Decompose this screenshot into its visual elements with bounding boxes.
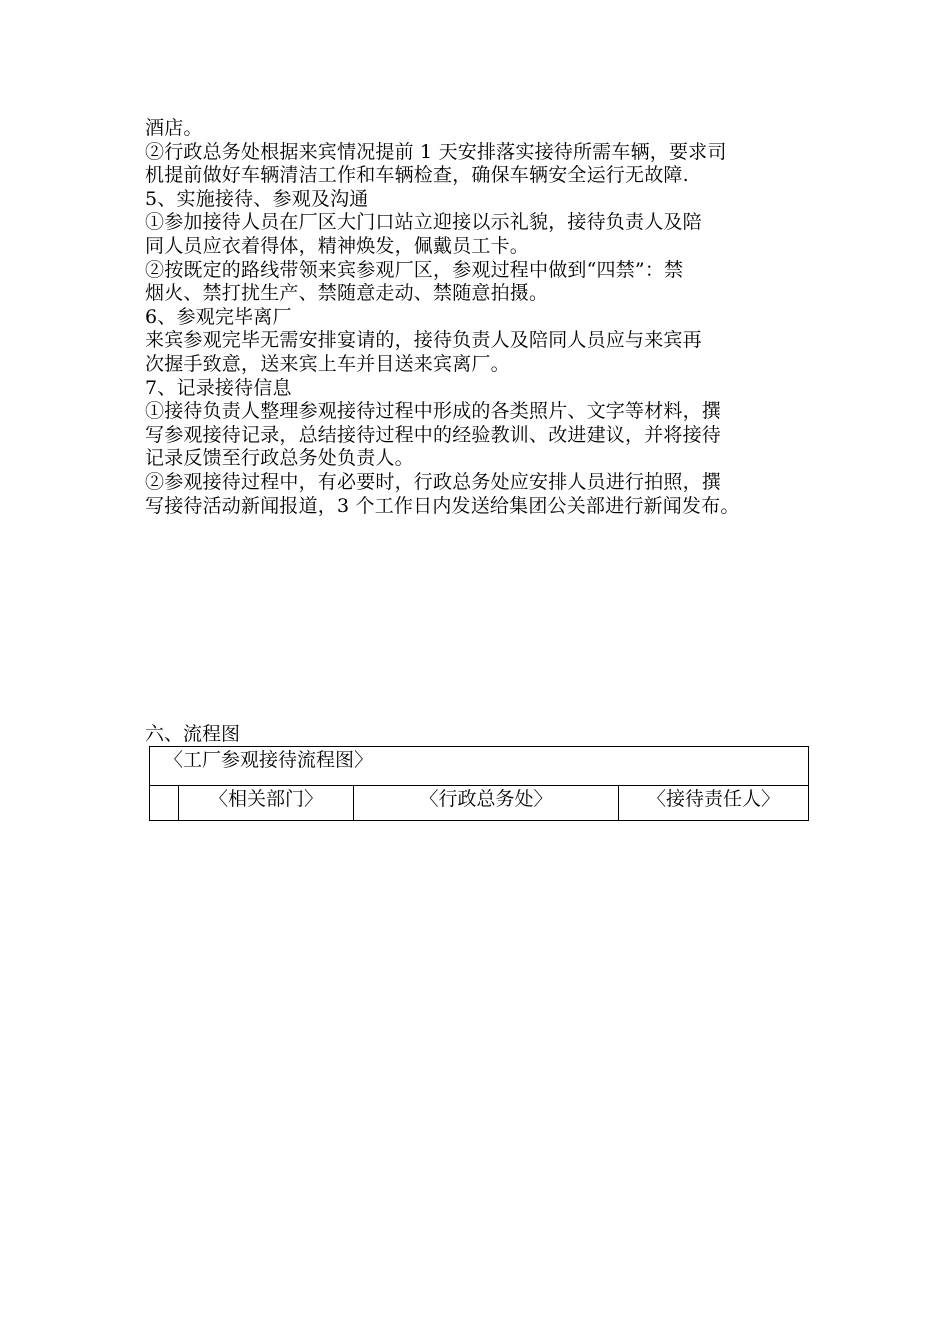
text-line: 烟火、禁打扰生产、禁随意走动、禁随意拍摄。 <box>145 282 549 305</box>
table-header-responsible-person: 〈接待责任人〉 <box>619 786 809 821</box>
flowchart-table <box>149 746 809 821</box>
text-line: ②按既定的路线带领来宾参观厂区，参观过程中做到“四禁”：禁 <box>145 258 684 281</box>
table-header-admin-office: 〈行政总务处〉 <box>354 786 619 821</box>
text-line: 来宾参观完毕无需安排宴请的，接待负责人及陪同人员应与来宾再 <box>145 329 702 352</box>
text-line: 机提前做好车辆清洁工作和车辆检查，确保车辆安全运行无故障. <box>145 164 689 187</box>
text-line: 次握手致意，送来宾上车并目送来宾离厂。 <box>145 352 510 375</box>
table-header-blank <box>150 786 179 821</box>
text-line: 写参观接待记录，总结接待过程中的经验教训、改进建议，并将接待 <box>145 423 722 446</box>
text-line: 写接待活动新闻报道，3 个工作日内发送给集团公关部进行新闻发布。 <box>145 494 740 517</box>
text-line: 同人员应衣着得体，精神焕发，佩戴员工卡。 <box>145 234 530 257</box>
text-line: 酒店。 <box>145 117 203 139</box>
subsection-heading: 6、参观完毕离厂 <box>145 305 292 328</box>
subsection-heading: 5、实施接待、参观及沟通 <box>145 187 369 210</box>
body-text <box>145 117 813 518</box>
flowchart-title: 〈工厂参观接待流程图〉 <box>150 747 809 786</box>
text-line: ①接待负责人整理参观接待过程中形成的各类照片、文字等材料，撰 <box>145 400 722 423</box>
text-line: ②参观接待过程中，有必要时，行政总务处应安排人员进行拍照，撰 <box>145 470 722 493</box>
text-line: ①参加接待人员在厂区大门口站立迎接以示礼貌，接待负责人及陪 <box>145 211 702 234</box>
text-line: ②行政总务处根据来宾情况提前 1 天安排落实接待所需车辆，要求司 <box>145 140 727 163</box>
section-heading: 六、流程图 <box>145 723 241 745</box>
subsection-heading: 7、记录接待信息 <box>145 376 292 399</box>
text-line: 记录反馈至行政总务处负责人。 <box>145 447 414 470</box>
table-header-related-dept: 〈相关部门〉 <box>179 786 354 821</box>
